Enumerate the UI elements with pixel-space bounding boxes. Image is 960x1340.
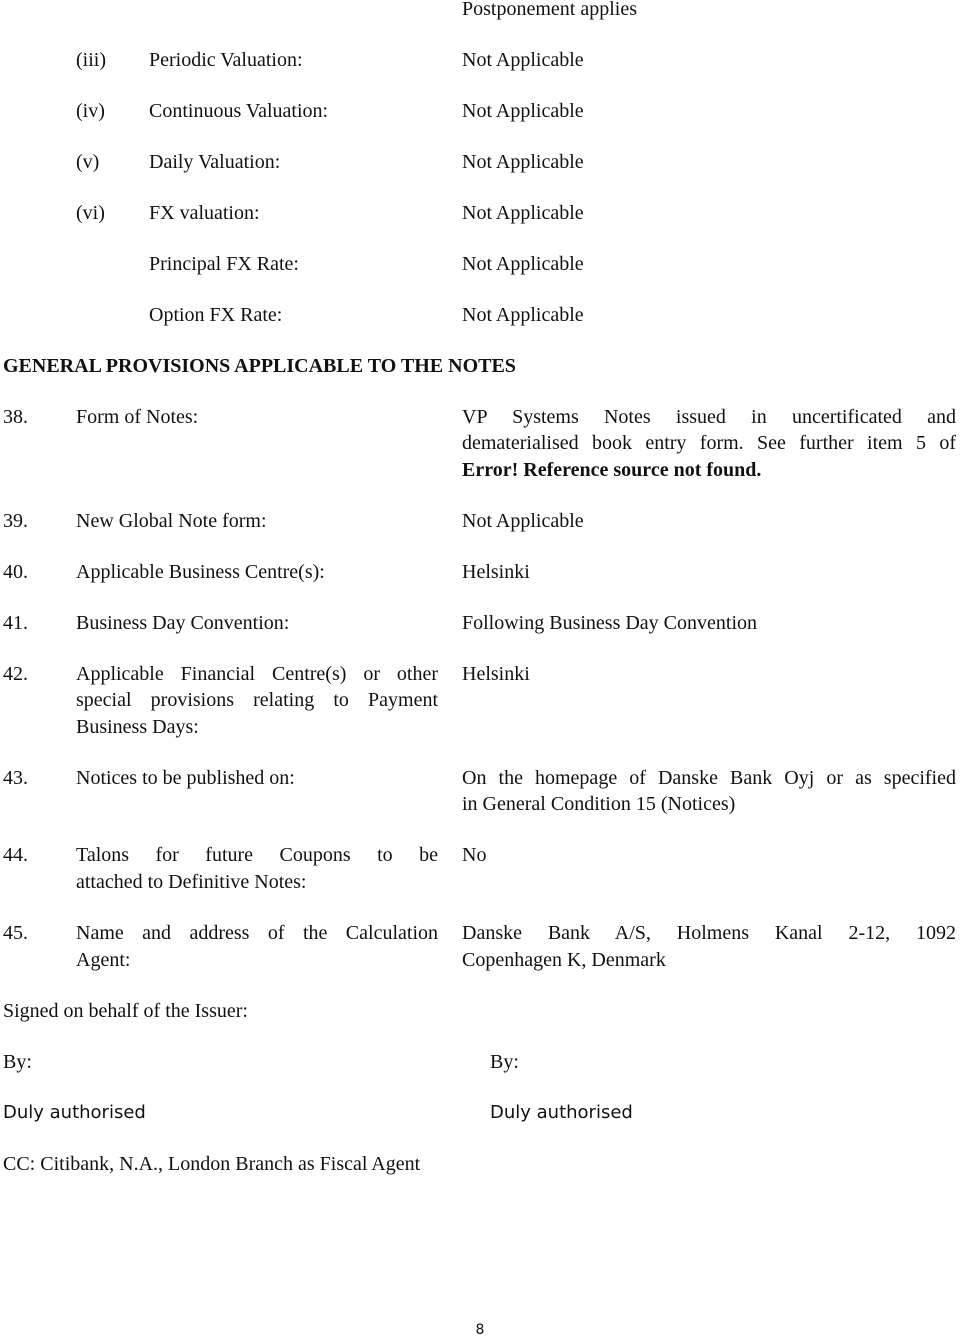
provision-label-line: attached to Definitive Notes: (76, 871, 307, 893)
row-label: Continuous Valuation: (149, 100, 329, 122)
provision-number: 41. (3, 612, 28, 634)
provision-value-line: Copenhagen K, Denmark (462, 949, 666, 971)
provision-value-line: Danske Bank A/S, Holmens Kanal 2-12, 1092 (462, 922, 956, 944)
row-label: Principal FX Rate: (149, 253, 299, 275)
provision-label: Notices to be published on: (76, 767, 295, 789)
provision-value-line: in General Condition 15 (Notices) (462, 793, 736, 815)
provision-number: 45. (3, 922, 28, 944)
row-number: (vi) (76, 202, 105, 224)
provision-value: Not Applicable (462, 510, 584, 532)
row-value: Not Applicable (462, 49, 584, 71)
provision-number: 40. (3, 561, 28, 583)
section-heading: GENERAL PROVISIONS APPLICABLE TO THE NOTES (3, 355, 516, 377)
provision-number: 42. (3, 663, 28, 685)
provision-label-line: Applicable Financial Centre(s) or other (76, 663, 438, 685)
row-number: (iv) (76, 100, 105, 122)
provision-value: Helsinki (462, 663, 530, 685)
row-label: Daily Valuation: (149, 151, 281, 173)
provision-number: 44. (3, 844, 28, 866)
provision-label: New Global Note form: (76, 510, 267, 532)
row-label: Option FX Rate: (149, 304, 283, 326)
provision-number: 38. (3, 406, 28, 428)
provision-label-line: Talons for future Coupons to be (76, 844, 438, 866)
by-label-left: By: (3, 1051, 32, 1073)
row-value: Not Applicable (462, 151, 584, 173)
provision-number: 39. (3, 510, 28, 532)
row-number: (iii) (76, 49, 106, 71)
provision-label: Form of Notes: (76, 406, 199, 428)
row-value: Not Applicable (462, 100, 584, 122)
row-label: Periodic Valuation: (149, 49, 303, 71)
duly-authorised-left: Duly authorised (3, 1102, 146, 1123)
provision-value-line: VP Systems Notes issued in uncertificated and (462, 406, 956, 428)
row-number: (v) (76, 151, 100, 173)
row-value: Not Applicable (462, 253, 584, 275)
provision-label-line: special provisions relating to Payment (76, 689, 438, 711)
row-value: Not Applicable (462, 304, 584, 326)
provision-value-line: On the homepage of Danske Bank Oyj or as specified (462, 767, 956, 789)
provision-value: Helsinki (462, 561, 530, 583)
provision-label-line: Agent: (76, 949, 131, 971)
provision-label-line: Business Days: (76, 716, 199, 738)
provision-label-line: Name and address of the Calculation (76, 922, 438, 944)
row-label: FX valuation: (149, 202, 260, 224)
cc-line: CC: Citibank, N.A., London Branch as Fiscal Agent (3, 1153, 421, 1175)
by-label-right: By: (490, 1051, 519, 1073)
provision-number: 43. (3, 767, 28, 789)
provision-value: No (462, 844, 487, 866)
page-number: 8 (475, 1322, 485, 1338)
provision-value: Following Business Day Convention (462, 612, 758, 634)
provision-value-line: dematerialised book entry form. See further item 5 of (462, 432, 956, 454)
provision-label: Business Day Convention: (76, 612, 290, 634)
row-value: Not Applicable (462, 202, 584, 224)
provision-label: Applicable Business Centre(s): (76, 561, 325, 583)
reference-error-text: Error! Reference source not found. (462, 459, 762, 481)
signed-on-behalf-text: Signed on behalf of the Issuer: (3, 1000, 248, 1022)
duly-authorised-right: Duly authorised (490, 1102, 633, 1123)
postponement-value: Postponement applies (462, 0, 637, 20)
